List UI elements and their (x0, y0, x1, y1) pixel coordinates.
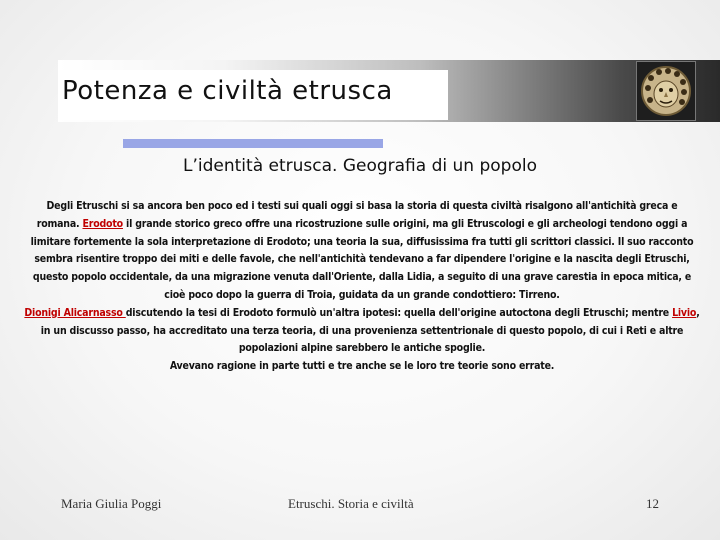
page-number: 12 (646, 496, 659, 511)
paragraph-text: il grande storico greco offre una ricostruzione sulle origini, ma gli Etruscologi e gli archeologi tendono oggi a limitare fortemente la sola interpretazione di Erodoto; una teoria la sua, diffusissima fra tutti gli scrittori classici. Il suo racconto sembra risentire troppo dei miti e delle favole, che nell'antichità tendevano a far dipendere l'origine e la nascita degli Etruschi, questo popolo occidentale, da una migrazione venuta dall'Oriente, dalla Lidia, a seguito di una grave carestia in epoca mitica, e cioè poco dopo la guerra di Troia, guidata da un grande condottiero: Tirreno. (30, 217, 694, 301)
paragraph-conclusion: Avevano ragione in parte tutti e tre anche se le loro tre teorie sono errate. (169, 360, 555, 373)
link-livio[interactable]: Livio (672, 306, 697, 319)
slide-title: Potenza e civiltà etrusca (62, 76, 393, 106)
link-erodoto[interactable]: Erodoto (82, 217, 123, 230)
paragraph-text: discutendo la tesi di Erodoto formulò un'altra ipotesi: quella dell'origine autoctona degli Etruschi; mentre (125, 306, 673, 319)
footer-title: Etruschi. Storia e civiltà (288, 496, 414, 511)
body-text (24, 198, 700, 376)
paragraph-text: Degli Etruschi si sa ancora ben poco ed i testi sui quali oggi si basa la storia di questa civiltà risalgono all'antichità greca e romana. (36, 200, 678, 230)
link-dionigi-alicarnasso[interactable]: Dionigi Alicarnasso (24, 306, 126, 319)
paragraph-dionigi (24, 305, 700, 358)
paragraph-text: , in un discusso passo, ha accreditato una terza teoria, di una provenienza settentrionale di questo popolo, di cui i Reti e altre popolazioni alpine sarebbero le antiche spoglie. (40, 306, 700, 355)
paragraph-erodoto (24, 198, 700, 305)
footer-author: Maria Giulia Poggi (61, 496, 162, 511)
accent-bar (123, 139, 383, 148)
etruscan-gorgon-head-icon (636, 61, 696, 121)
slide-subtitle: L’identità etrusca. Geografia di un popolo (183, 156, 537, 176)
